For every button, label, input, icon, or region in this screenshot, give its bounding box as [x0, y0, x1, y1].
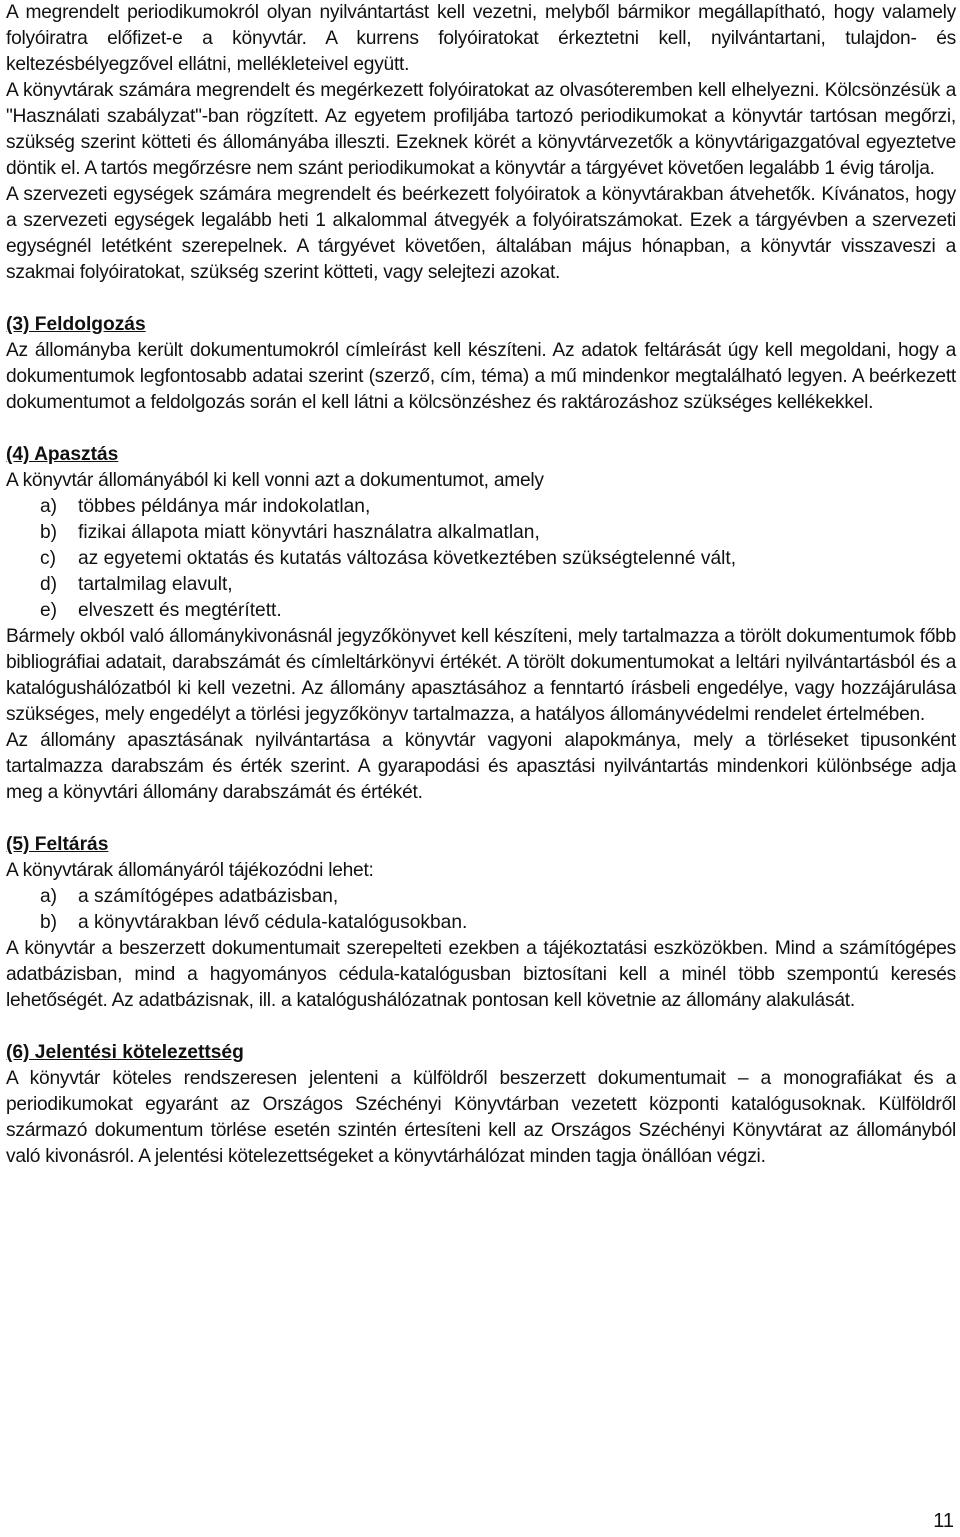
section-heading-jelentesi: (6) Jelentési kötelezettség — [6, 1042, 244, 1063]
list-item — [6, 494, 956, 520]
list-item — [6, 546, 956, 572]
list-item — [6, 572, 956, 598]
list-item — [6, 910, 956, 936]
list-item-text: a könyvtárakban lévő cédula-katalógusokban. — [78, 912, 468, 933]
page-number: 11 — [933, 1510, 954, 1532]
paragraph-apasztas-1: Bármely okból való állománykivonásnál jegyzőkönyvet kell készíteni, mely tartalmazza a törölt dokumentumok főbb bibliográfiai adatait, darabszámát és címleltárkönyvi értékét. A törölt dokumentumokat a leltári nyilvántartásból és a katalógushálózatból ki kell vezetni. Az állomány apasztásához a fenntartó írásbeli engedélye, vagy hozzájárulása szükséges, mely engedélyt a törlési jegyzőkönyv tartalmazza, a hatályos állományvédelmi rendelet értelmében. — [6, 626, 956, 725]
paragraph-intro-1: A megrendelt periodikumokról olyan nyilvántartást kell vezetni, melyből bármikor megállapítható, hogy valamely folyóiratra előfizet-e a könyvtár. A kurrens folyóiratokat érkeztetni kell, nyilvántartani, tulajdon- és keltezésbélyegzővel ellátni, mellékleteivel együtt. — [6, 2, 956, 75]
section-heading-feldolgozas: (3) Feldolgozás — [6, 314, 146, 335]
paragraph-jelentesi: A könyvtár köteles rendszeresen jelenteni a külföldről beszerzett dokumentumait – a monografiákat és a periodikumokat egyaránt az Országos Széchényi Könyvtárban vezetett központi katalógusoknak. Külföldről származó dokumentum törlése esetén szintén értesíteni kell az Országos Széchényi Könyvtárat az állományból való kivonásról. A jelentési kötelezettségeket a könyvtárhálózat minden tagja önállóan végzi. — [6, 1068, 956, 1167]
list-marker: a) — [40, 496, 58, 517]
list-marker: e) — [40, 600, 58, 621]
paragraph-intro-3: A szervezeti egységek számára megrendelt és beérkezett folyóiratok a könyvtárakban átvehetők. Kívánatos, hogy a szervezeti egységek legalább heti 1 alkalommal átvegyék a folyóiratszámokat. Ezek a tárgyévben a szervezeti egységnél letétként szerepelnek. A tárgyévet követően, általában május hónapban, a könyvtár visszaveszi a szakmai folyóiratokat, szükség szerint kötteti, vagy selejtezi azokat. — [6, 184, 956, 283]
list-marker: b) — [40, 522, 58, 543]
list-item — [6, 598, 956, 624]
list-item-text: az egyetemi oktatás és kutatás változása következtében szükségtelenné vált, — [78, 548, 737, 569]
document-page — [6, 0, 956, 1170]
paragraph-feldolgozas: Az állományba került dokumentumokról címleírást kell készíteni. Az adatok feltárását úgy kell megoldani, hogy a dokumentumok legfontosabb adatai szerint (szerző, cím, téma) a mű mindenkor megtalálható legyen. A beérkezett dokumentumot a feldolgozás során el kell látni a kölcsönzéshez és raktározáshoz szükséges kellékekkel. — [6, 340, 956, 413]
list-item — [6, 884, 956, 910]
list-marker: d) — [40, 574, 58, 595]
list-marker: a) — [40, 886, 58, 907]
paragraph-feltaras-intro: A könyvtárak állományáról tájékozódni lehet: — [6, 860, 374, 881]
list-item-text: többes példánya már indokolatlan, — [78, 496, 371, 517]
section-heading-feltaras: (5) Feltárás — [6, 834, 109, 855]
list-item-text: tartalmilag elavult, — [78, 574, 233, 595]
list-item-text: a számítógépes adatbázisban, — [78, 886, 339, 907]
list-item — [6, 520, 956, 546]
list-item-text: elveszett és megtérített. — [78, 600, 282, 621]
paragraph-apasztas-2: Az állomány apasztásának nyilvántartása a könyvtár vagyoni alapokmánya, mely a törléseket tipusonként tartalmazza darabszám és érték szerint. A gyarapodási és apasztási nyilvántartás mindenkori különbsége adja meg a könyvtári állomány darabszámát és értékét. — [6, 730, 956, 803]
section-heading-apasztas: (4) Apasztás — [6, 444, 119, 465]
paragraph-intro-2: A könyvtárak számára megrendelt és megérkezett folyóiratokat az olvasóteremben kell elhelyezni. Kölcsönzésük a "Használati szabályzat"-ban rögzített. Az egyetem profiljába tartozó periodikumokat a könyvtár tartósan megőrzi, szükség szerint kötteti és állományába illeszti. Ezeknek körét a könyvtárvezetők a könyvtárigazgatóval egyeztetve döntik el. A tartós megőrzésre nem szánt periodikumokat a könyvtár a tárgyévet követően legalább 1 évig tárolja. — [6, 80, 956, 179]
list-item-text: fizikai állapota miatt könyvtári használatra alkalmatlan, — [78, 522, 540, 543]
paragraph-apasztas-intro: A könyvtár állományából ki kell vonni azt a dokumentumot, amely — [6, 470, 544, 491]
list-marker: c) — [40, 548, 56, 569]
paragraph-feltaras: A könyvtár a beszerzett dokumentumait szerepelteti ezekben a tájékoztatási eszközökben. Mind a számítógépes adatbázisban, mind a hagyományos cédula-katalógusban biztosítani kell a minél több szempontú keresés lehetőségét. Az adatbázisnak, ill. a katalógushálózatnak pontosan kell követnie az állomány alakulását. — [6, 938, 956, 1011]
list-marker: b) — [40, 912, 58, 933]
